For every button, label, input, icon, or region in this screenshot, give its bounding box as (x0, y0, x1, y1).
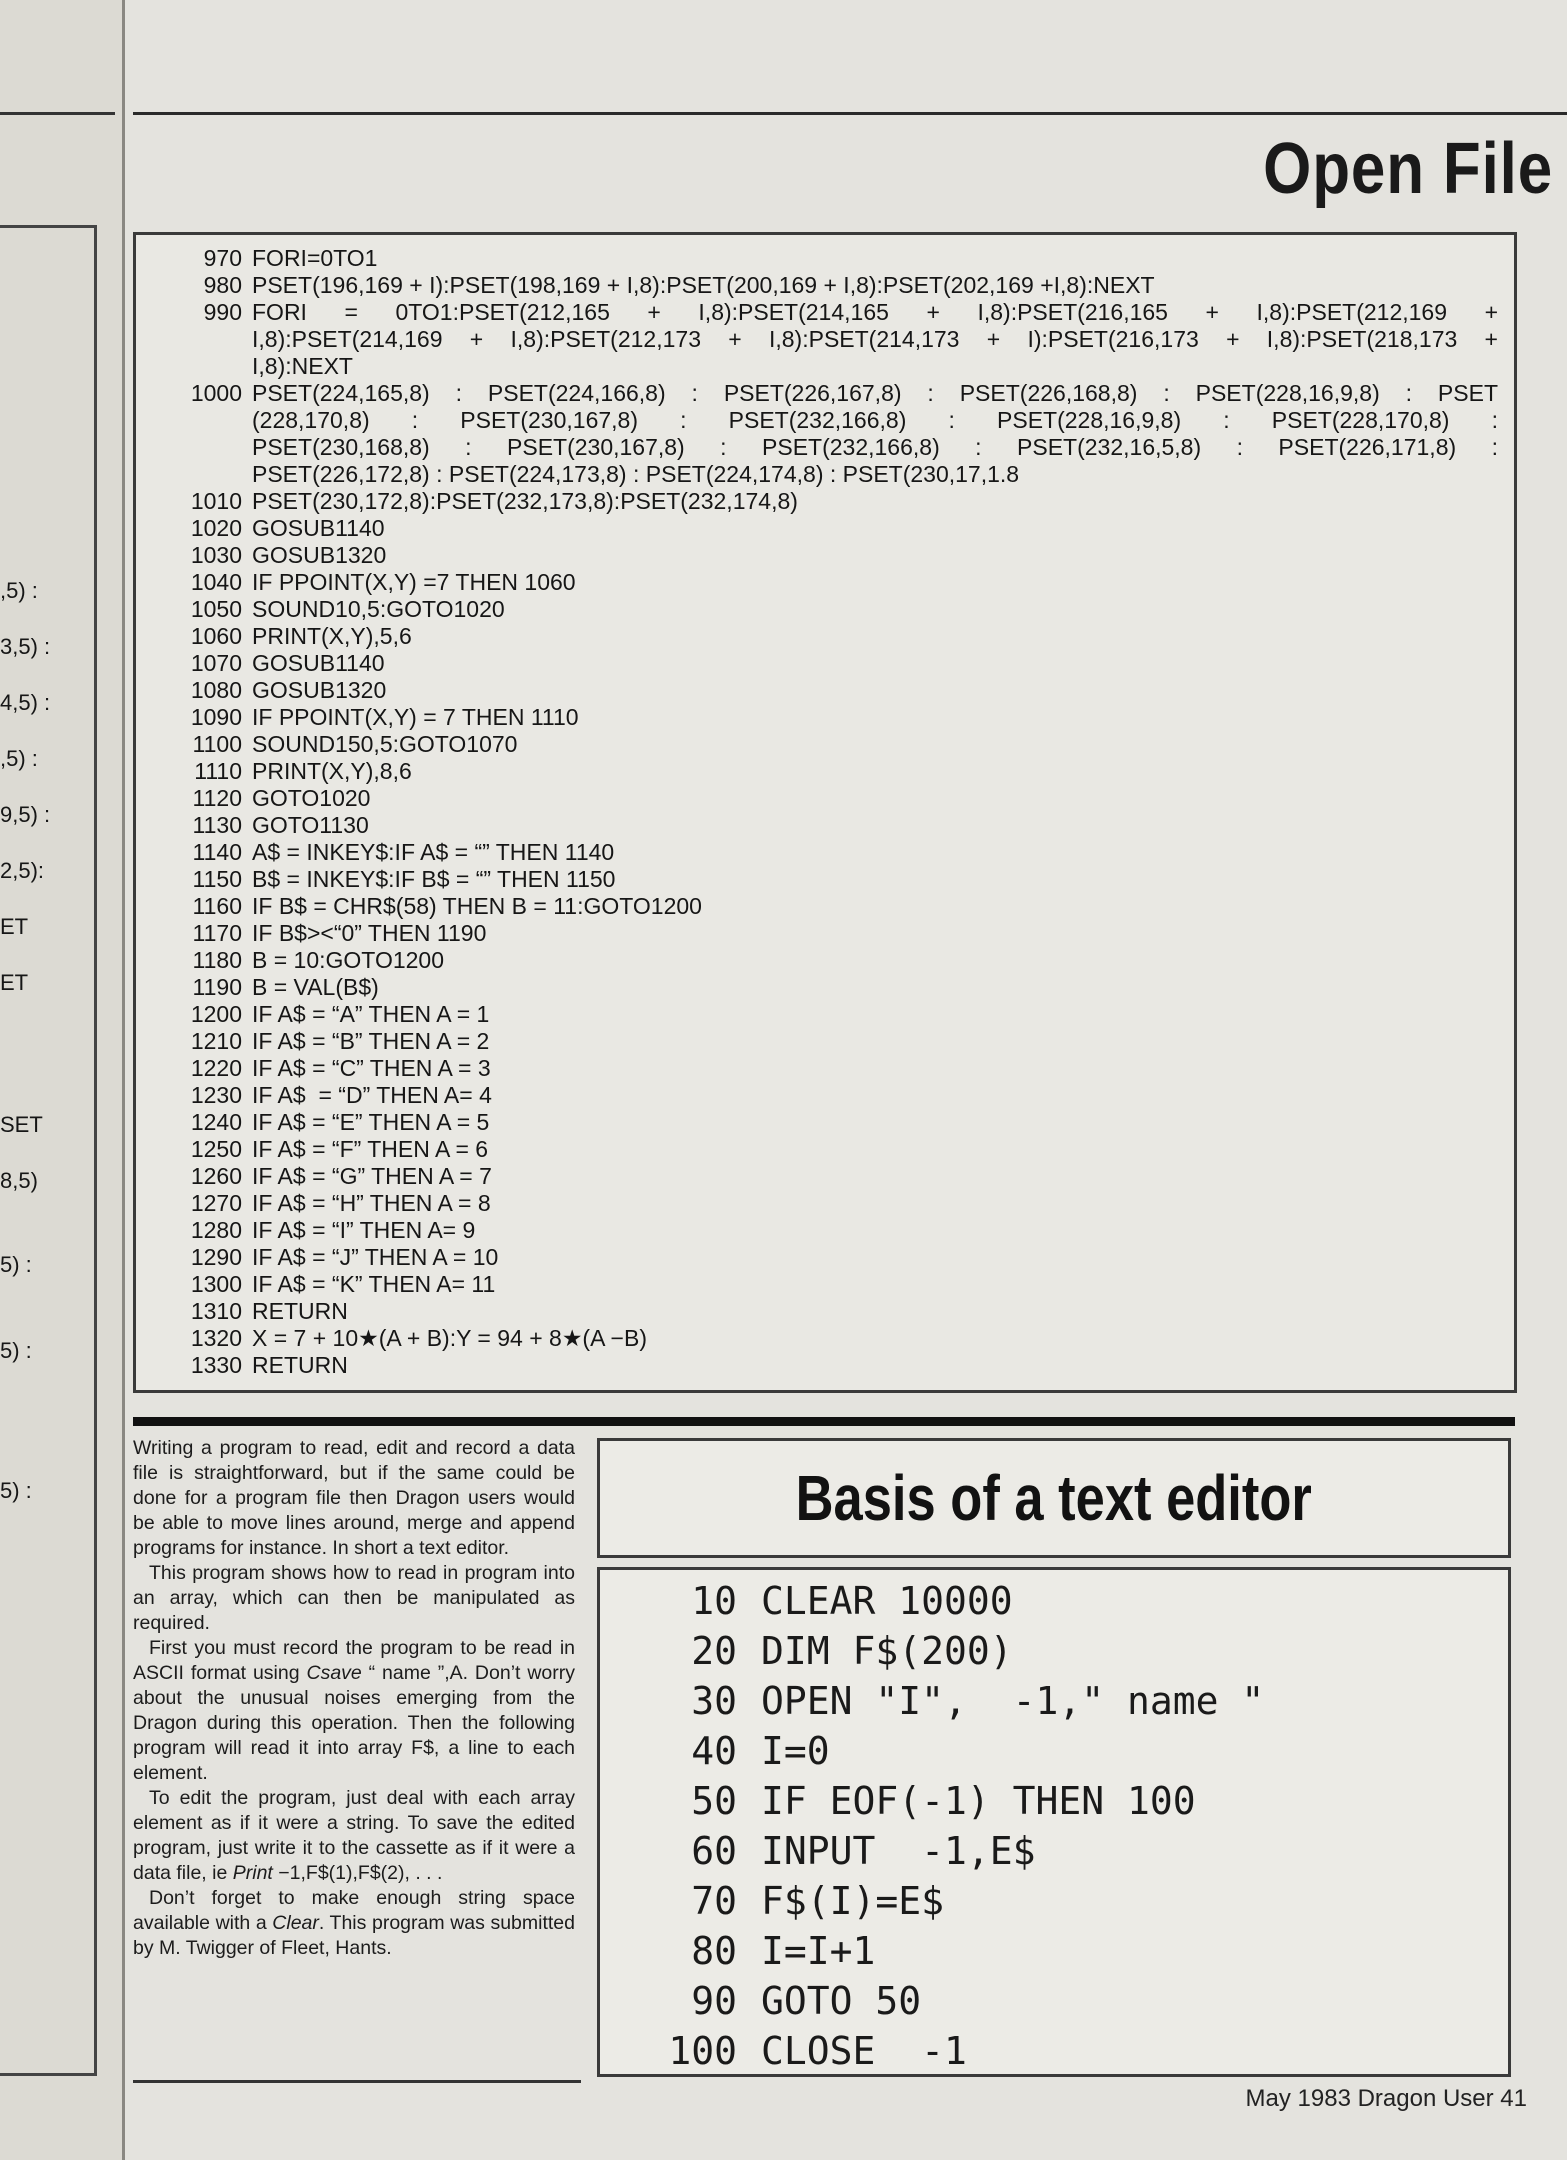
line-number: 1080 (190, 677, 242, 703)
line-code: GOTO1020 (252, 785, 371, 811)
line-number (158, 353, 242, 380)
line-code: FORI=0TO1 (252, 245, 378, 271)
article-bottom-rule (133, 2080, 581, 2083)
left-fragment: ET (0, 914, 29, 939)
editor-line (622, 1676, 1264, 1726)
line-code: IF A$ = “J” THEN A = 10 (252, 1244, 499, 1270)
listing-line (158, 974, 1498, 1001)
line-number (158, 407, 242, 434)
listing-line (158, 569, 1498, 596)
editor-line-code: GOTO 50 (761, 1979, 922, 2023)
line-number: 1260 (190, 1163, 242, 1189)
line-number: 980 (203, 272, 242, 298)
line-number: 1190 (192, 974, 242, 1000)
line-number (158, 434, 242, 461)
line-code: PSET(224,165,8) : PSET(224,166,8) : PSET(226,167,8) : PSET(226,168,8) : PSET(228,16,9,8) : PSET (252, 380, 1498, 406)
line-number: 1290 (190, 1244, 242, 1270)
page-footer: May 1983 Dragon User 41 (1245, 2085, 1527, 2112)
listing-line (158, 1217, 1498, 1244)
editor-line-code: CLOSE -1 (761, 2029, 967, 2073)
line-code: SOUND10,5:GOTO1020 (252, 596, 505, 622)
editor-line (622, 1776, 1264, 1826)
listing-line (158, 1136, 1498, 1163)
line-code: I,8):NEXT (252, 353, 353, 379)
line-code: B = 10:GOTO1200 (252, 947, 444, 973)
line-code: IF A$ = “B” THEN A = 2 (252, 1028, 490, 1054)
editor-code-box (597, 1567, 1511, 2077)
line-number (158, 461, 242, 488)
top-rule (133, 112, 1567, 115)
editor-line-number: 20 (691, 1629, 737, 1673)
line-number: 1160 (192, 893, 242, 919)
listing-line (158, 866, 1498, 893)
listing-line (158, 677, 1498, 704)
line-number (158, 326, 242, 353)
left-fragment: 5) : (0, 1252, 32, 1277)
left-fragment: SET (0, 1112, 43, 1137)
line-code: IF A$ = “E” THEN A = 5 (252, 1109, 490, 1135)
editor-line (622, 1576, 1264, 1626)
editor-line-number: 50 (691, 1779, 737, 1823)
line-number: 990 (203, 299, 242, 325)
line-code: IF A$ = “A” THEN A = 1 (252, 1001, 490, 1027)
editor-line-number: 30 (691, 1679, 737, 1723)
editor-line (622, 1876, 1264, 1926)
line-code: IF A$ = “K” THEN A= 11 (252, 1271, 496, 1297)
editor-line-code: OPEN "I", -1," name " (761, 1679, 1265, 1723)
line-code: RETURN (252, 1298, 348, 1324)
line-code: (228,170,8) : PSET(230,167,8) : PSET(232,166,8) : PSET(228,16,9,8) : PSET(228,170,8) : (252, 407, 1498, 433)
listing-line (158, 1352, 1498, 1379)
left-fragment: ,5) : (0, 578, 38, 603)
listing-line (158, 1109, 1498, 1136)
editor-line (622, 1976, 1264, 2026)
line-code: IF A$ = “I” THEN A= 9 (252, 1217, 476, 1243)
line-code: GOSUB1320 (252, 542, 387, 568)
line-number: 1300 (190, 1271, 242, 1297)
left-fragment: ET (0, 970, 29, 995)
line-number: 1150 (192, 866, 242, 892)
editor-line (622, 1826, 1264, 1876)
line-code: PSET(230,172,8):PSET(232,173,8):PSET(232,174,8) (252, 488, 798, 514)
article-paragraph: Don’t forget to make enough string space available with a Clear. This program was submitted by M. Twigger of Fleet, Hants. (133, 1887, 576, 1959)
line-code: GOSUB1140 (252, 650, 385, 676)
line-number: 1320 (190, 1325, 242, 1351)
listing-line (158, 947, 1498, 974)
line-number: 1240 (190, 1109, 242, 1135)
editor-line-number: 70 (691, 1879, 737, 1923)
line-number: 1330 (190, 1352, 242, 1378)
listing-line (158, 488, 1498, 515)
listing-line (158, 434, 1498, 461)
left-fragment: 9,5) : (0, 802, 51, 827)
line-number: 1250 (190, 1136, 242, 1162)
line-code: SOUND150,5:GOTO1070 (252, 731, 518, 757)
listing-line (158, 1001, 1498, 1028)
listing-line (158, 542, 1498, 569)
listing-line (158, 245, 1498, 272)
listing-line (158, 758, 1498, 785)
line-code: IF A$ = “G” THEN A = 7 (252, 1163, 492, 1189)
line-code: RETURN (252, 1352, 348, 1378)
left-fragment: 8,5) (0, 1168, 38, 1193)
listing-line (158, 407, 1498, 434)
line-code: IF B$ = CHR$(58) THEN B = 11:GOTO1200 (252, 893, 702, 919)
editor-line-number: 100 (668, 2029, 737, 2073)
line-number: 1030 (190, 542, 242, 568)
listing-line (158, 299, 1498, 326)
article-paragraph: To edit the program, just deal with each array element as if it were a string. To save the edited program, just write it to the cassette as if it were a data file, ie Print −1,F$(1),F$(2), . . . (133, 1787, 575, 1884)
line-code: GOSUB1320 (252, 677, 387, 703)
listing-line (158, 731, 1498, 758)
line-number: 1040 (190, 569, 242, 595)
left-listing-frame (0, 225, 97, 2076)
line-number: 1180 (192, 947, 242, 973)
line-code: IF A$ = “F” THEN A = 6 (252, 1136, 489, 1162)
line-code: PSET(230,168,8) : PSET(230,167,8) : PSET(232,166,8) : PSET(232,16,5,8) : PSET(226,171,8) : (252, 434, 1498, 460)
listing-line (158, 1082, 1498, 1109)
editor-line (622, 1726, 1264, 1776)
article-paragraph: This program shows how to read in program into an array, which can then be manipulated as required. (133, 1562, 575, 1634)
editor-line-code: F$(I)=E$ (761, 1879, 945, 1923)
editor-line-number: 60 (691, 1829, 737, 1873)
listing-line (158, 1055, 1498, 1082)
editor-line (622, 2026, 1264, 2076)
line-number: 1230 (190, 1082, 242, 1108)
listing-line (158, 893, 1498, 920)
listing-line (158, 812, 1498, 839)
line-number: 1280 (190, 1217, 242, 1243)
listing-line (158, 1163, 1498, 1190)
editor-line-code: DIM F$(200) (761, 1629, 1013, 1673)
listing-line (158, 839, 1498, 866)
editor-line-code: I=I+1 (761, 1929, 876, 1973)
editor-line-code: IF EOF(-1) THEN 100 (761, 1779, 1196, 1823)
line-number: 1130 (192, 812, 242, 838)
line-code: I,8):PSET(214,169 + I,8):PSET(212,173 + I,8):PSET(214,173 + I):PSET(216,173 + I,8):PSET(218,173 + (252, 326, 1498, 352)
line-number: 1000 (190, 380, 242, 406)
left-fragment: 4,5) : (0, 690, 51, 715)
article-paragraph: First you must record the program to be read in ASCII format using Csave “ name ”,A. Don’t worry about the unusual noises emerging from the Dragon during this operation. Then the following program will read it into array F$, a line to each element. (133, 1637, 575, 1784)
editor-line-number: 40 (691, 1729, 737, 1773)
listing-line (158, 1298, 1498, 1325)
listing-line (158, 353, 1498, 380)
line-number: 1140 (192, 839, 242, 865)
left-fragment: ,5) : (0, 746, 38, 771)
listing-line (158, 515, 1498, 542)
editor-title: Basis of a text editor (795, 1462, 1313, 1534)
previous-page-strip (0, 0, 125, 2160)
left-top-rule (0, 112, 115, 115)
line-code: PSET(196,169 + I):PSET(198,169 + I,8):PSET(200,169 + I,8):PSET(202,169 +I,8):NEXT (252, 272, 1155, 298)
editor-title-box (597, 1438, 1511, 1558)
listing-line (158, 1271, 1498, 1298)
line-number: 1070 (190, 650, 242, 676)
listing-line (158, 920, 1498, 947)
listing-line (158, 785, 1498, 812)
line-number: 1270 (190, 1190, 242, 1216)
line-code: IF A$ = “H” THEN A = 8 (252, 1190, 491, 1216)
listing-line (158, 1028, 1498, 1055)
line-number: 1220 (190, 1055, 242, 1081)
section-title: Open File (1263, 129, 1553, 209)
left-fragment: 2,5): (0, 858, 45, 883)
line-number: 1020 (190, 515, 242, 541)
line-number: 1310 (190, 1298, 242, 1324)
listing-line (158, 272, 1498, 299)
line-code: FORI = 0TO1:PSET(212,165 + I,8):PSET(214,165 + I,8):PSET(216,165 + I,8):PSET(212,169 + (252, 299, 1498, 325)
line-code: IF PPOINT(X,Y) = 7 THEN 1110 (252, 704, 579, 730)
editor-line-code: I=0 (761, 1729, 830, 1773)
line-code: B$ = INKEY$:IF B$ = “” THEN 1150 (252, 866, 616, 892)
listing-line (158, 1190, 1498, 1217)
listing-line (158, 1244, 1498, 1271)
listing-line (158, 650, 1498, 677)
left-fragment: 5) : (0, 1338, 32, 1363)
editor-line-code: INPUT -1,E$ (761, 1829, 1036, 1873)
editor-line-number: 80 (691, 1929, 737, 1973)
line-number: 1050 (190, 596, 242, 622)
basic-listing (158, 245, 1498, 1379)
line-code: X = 7 + 10★(A + B):Y = 94 + 8★(A −B) (252, 1325, 647, 1351)
left-fragment: 3,5) : (0, 634, 51, 659)
section-divider (133, 1417, 1515, 1426)
listing-line (158, 461, 1498, 488)
line-number: 1120 (192, 785, 242, 811)
left-fragment: 5) : (0, 1478, 32, 1503)
editor-line-number: 10 (691, 1579, 737, 1623)
listing-line (158, 704, 1498, 731)
line-number: 1060 (190, 623, 242, 649)
line-code: B = VAL(B$) (252, 974, 379, 1000)
line-number: 1200 (190, 1001, 242, 1027)
line-number: 1010 (190, 488, 242, 514)
line-code: GOSUB1140 (252, 515, 385, 541)
editor-line-code: CLEAR 10000 (761, 1579, 1013, 1623)
line-number: 970 (203, 245, 242, 271)
editor-line (622, 1626, 1264, 1676)
line-code: PSET(226,172,8) : PSET(224,173,8) : PSET(224,174,8) : PSET(230,17,1.8 (252, 461, 1020, 487)
listing-line (158, 1325, 1498, 1352)
line-number: 1090 (190, 704, 242, 730)
editor-listing (622, 1576, 1264, 2076)
line-number: 1210 (190, 1028, 242, 1054)
line-code: IF B$><“0” THEN 1190 (252, 920, 487, 946)
listing-line (158, 380, 1498, 407)
listing-line (158, 623, 1498, 650)
line-number: 1110 (194, 758, 242, 784)
line-code: PRINT(X,Y),8,6 (252, 758, 412, 784)
line-code: IF A$ = “C” THEN A = 3 (252, 1055, 491, 1081)
line-code: IF PPOINT(X,Y) =7 THEN 1060 (252, 569, 576, 595)
article-text (133, 1436, 575, 1961)
line-code: IF A$ = “D” THEN A= 4 (252, 1082, 492, 1108)
listing-line (158, 326, 1498, 353)
line-code: A$ = INKEY$:IF A$ = “” THEN 1140 (252, 839, 615, 865)
listing-line (158, 596, 1498, 623)
article-paragraph: Writing a program to read, edit and record a data file is straightforward, but if the same could be done for a program file then Dragon users would be able to move lines around, merge and append programs for instance. In short a text editor. (133, 1437, 575, 1559)
line-number: 1170 (192, 920, 242, 946)
line-code: PRINT(X,Y),5,6 (252, 623, 412, 649)
line-code: GOTO1130 (252, 812, 369, 838)
line-number: 1100 (192, 731, 242, 757)
magazine-page (125, 0, 1567, 2160)
basic-listing-box (133, 232, 1517, 1393)
editor-line-number: 90 (691, 1979, 737, 2023)
editor-line (622, 1926, 1264, 1976)
